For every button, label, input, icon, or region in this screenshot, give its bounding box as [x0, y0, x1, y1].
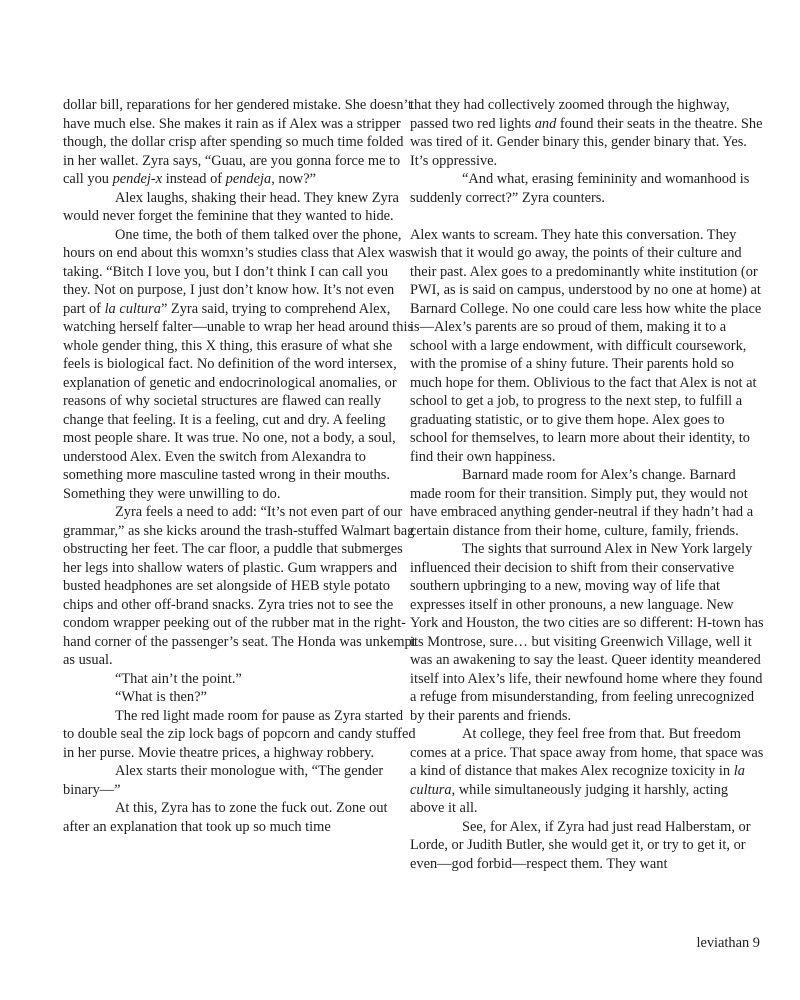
- left-column: [63, 96, 417, 836]
- paragraph: Alex laughs, shaking their head. They knew Zyra would never forget the feminine that they wanted to hide.: [63, 189, 399, 224]
- paragraph: The sights that surround Alex in New York largely influenced their decision to shift from their conservative southern upbringing to a new, moving way of life that expresses itself in other pronouns, a new language. New York and Houston, the two cities are so different: H-town has its Montrose, sure… but visiting Greenwich Village, well it was an awakening to say the least. Queer identity meandered itself into Alex’s life, their newfound home where they found a refuge from misunderstanding, from feeling unrecognized by their parents and friends.: [410, 541, 764, 724]
- paragraph: Barnard made room for Alex’s change. Barnard made room for their transition. Simply put, they would not have embraced anything gender-neutral if they hadn’t had a certain distance from their home, culture, family, friends.: [410, 467, 754, 539]
- paragraph: One time, the both of them talked over the phone, hours on end about this womxn’s studies class that Alex was taking. “Bitch I love you, but I don’t think I can call you they. Not on purpose, I just don’t know how. It’s not even part of la cultura” Zyra said, trying to comprehend Alex, watching herself falter—unable to wrap her head around this whole gender thing, this X thing, this erasure of what she feels is biological fact. No definition of the word intersex, explanation of genetic and endocrinological anomalies, or reasons of why societal structures are flawed can really change that feeling. It is a feeling, cut and dry. A feeling most people share. It was true. No one, not a body, a soul, understood Alex. Even the switch from Alexandra to something more masculine tasted wrong in their mouths. Something they were unwilling to do.: [63, 226, 414, 502]
- paragraph: The red light made room for pause as Zyra started to double seal the zip lock bags of popcorn and candy stuffed in her purse. Movie theatre prices, a highway robbery.: [63, 707, 416, 761]
- page-folio: leviathan 9: [696, 935, 760, 951]
- paragraph: “What is then?”: [115, 689, 207, 705]
- paragraph: At college, they feel free from that. But freedom comes at a price. That space away from home, that space was a kind of distance that makes Alex recognize toxicity in la cultura, while simultaneously judging it harshly, acting above it all.: [410, 726, 764, 816]
- paragraph: See, for Alex, if Zyra had just read Halberstam, or Lorde, or Judith Butler, she would get it, or try to get it, or even—god forbid—respect them. They want: [410, 818, 751, 872]
- right-column: [410, 96, 764, 873]
- paragraph: dollar bill, reparations for her gendered mistake. She doesn’t have much else. She makes it rain as if Alex was a stripper though, the dollar crisp after spending so much time folded in her wallet. Zyra says, “Guau, are you gonna force me to call you pendej-x instead of pendeja, now?”: [63, 97, 413, 187]
- paragraph: Zyra feels a need to add: “It’s not even part of our grammar,” as she kicks around the trash-stuffed Walmart bag obstructing her feet. The car floor, a puddle that submerges her legs into shallow waters of plastic. Gum wrappers and busted headphones are set alongside of HEB style potato chips and other off-brand snacks. Zyra tries not to see the condom wrapper peeking out of the rubber mat in the right-hand corner of the passenger’s seat. The Honda was unkempt as usual.: [63, 504, 416, 668]
- paragraph: Alex starts their monologue with, “The gender binary—”: [63, 763, 384, 798]
- paragraph: Alex wants to scream. They hate this conversation. They wish that it would go away, the points of their culture and their past. Alex goes to a predominantly white institution (or PWI, as is said on campus, understood by no one at home) at Barnard College. No one could care less how white the place is—Alex’s parents are so proud of them, making it to a school with a large endowment, with difficult coursework, with the promise of a shiny future. Their parents hold so much hope for them. Oblivious to the fact that Alex is not at school to get a job, to progress to the next step, to fulfill a graduating statistic, or to give them hope. Alex goes to school for themselves, to learn more about their identity, to find their own happiness.: [410, 226, 762, 465]
- paragraph: At this, Zyra has to zone the fuck out. Zone out after an explanation that took up so much time: [63, 800, 388, 835]
- paragraph: “That ain’t the point.”: [115, 670, 242, 687]
- paragraph: “And what, erasing femininity and womanhood is suddenly correct?” Zyra counters.: [410, 171, 750, 206]
- paragraph: that they had collectively zoomed through the highway, passed two red lights and found their seats in the theatre. She was tired of it. Gender binary this, gender binary that. Yes. It’s oppressive.: [410, 97, 763, 169]
